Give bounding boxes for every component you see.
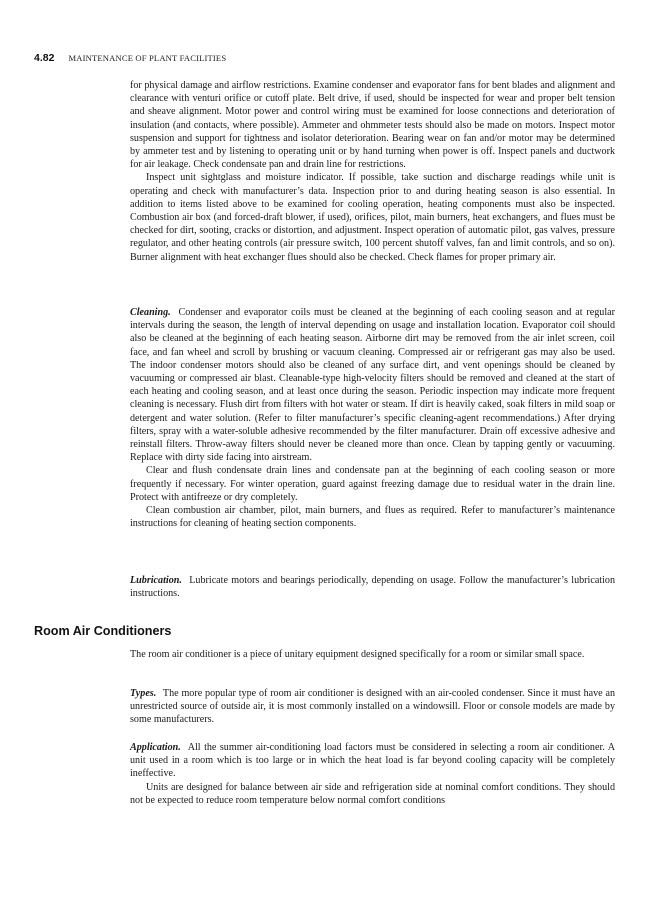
- cleaning-paragraph-3: Clean combustion air chamber, pilot, main burners, and flues as required. Refer to manufacturer’s maintenance instructions for cleaning of heating section components.: [130, 505, 615, 530]
- application-run-in-heading: Application.: [130, 742, 181, 753]
- room-intro-paragraph: The room air conditioner is a piece of unitary equipment designed specifically for a room or similar small space.: [130, 649, 585, 660]
- cleaning-run-in-heading: Cleaning.: [130, 307, 171, 318]
- running-title: MAINTENANCE OF PLANT FACILITIES: [68, 53, 227, 63]
- inspection-paragraph-2: Inspect unit sightglass and moisture indicator. If possible, take suction and discharge readings while unit is operating and check with manufacturer’s data. Inspection prior to and during heating season is also essential. In addition to items listed above to be examined for cooling operation, heating components must also be inspected. Combustion air box (and forced-draft blower, if used), orifices, pilot, main burners, heat exchangers, and flues must be checked for dirt, sooting, cracks or distortion, and adjustment. Inspect operation of automatic pilot, gas valves, pressure regulator, and other heating controls (air pressure switch, 100 percent shutoff valves, fan and limit controls, and so on). Burner alignment with heat exchanger flues should also be checked. Check flames for proper primary air.: [130, 172, 615, 263]
- types-paragraph: [130, 687, 615, 727]
- application-text-block: [130, 741, 615, 807]
- section-heading-room-air-conditioners: Room Air Conditioners: [34, 624, 172, 638]
- running-head: [34, 48, 226, 62]
- lubrication-paragraph-text: Lubricate motors and bearings periodically, depending on usage. Follow the manufacturer’s lubrication instructions.: [130, 575, 615, 600]
- cleaning-paragraph-1-text: Condenser and evaporator coils must be cleaned at the beginning of each cooling season and at regular intervals during the season, the length of interval depending on usage and installation location. Evaporator coil should also be cleaned at the beginning of each heating season. Airborne dirt may be removed from the air inlet screen, coil face, and fan wheel and scroll by brushing or vacuum cleaning. Compressed air or refrigerant gas may also be used. The indoor condenser motors should also be cleaned of any surface dirt, and vent openings should be cleaned by vacuuming or compressed air blast. Cleanable-type high-velocity filters should be removed and cleaned at the start of each heating and cooling season, and at least once during the season. Periodic inspection may indicate more frequent cleaning is necessary. Flush dirt from filters with hot water or steam. If dirt is heavily caked, soak filters in mild soap or detergent and water solution. (Refer to filter manufacturer’s specific cleaning-agent recommendations.) After drying filters, spray with a water-soluble adhesive recommended by the filter manufacturer. Drain off excessive adhesive and reinstall filters. Throw-away filters should never be cleaned more than once. Clean by tapping gently or vacuuming. Replace with dirty side facing into airstream.: [130, 307, 615, 464]
- page-number: 4.82: [34, 52, 55, 64]
- cleaning-text-block: [130, 306, 615, 530]
- cleaning-paragraph-1: [130, 306, 615, 464]
- lubrication-run-in-heading: Lubrication.: [130, 575, 182, 586]
- room-intro-text-block: [130, 648, 615, 661]
- application-paragraph-1: [130, 741, 615, 781]
- application-paragraph-2: Units are designed for balance between air side and refrigeration side at nominal comfort conditions. They should not be expected to reduce room temperature below normal comfort conditions: [130, 781, 615, 806]
- types-run-in-heading: Types.: [130, 688, 157, 699]
- lubrication-paragraph: [130, 574, 615, 600]
- inspection-text-block: [130, 79, 615, 264]
- inspection-paragraph-1: for physical damage and airflow restrictions. Examine condenser and evaporator fans for bent blades and alignment and clearance with venturi orifice or cutoff plate. Belt drive, if used, should be inspected for wear and proper belt tension and sheave alignment. Motor power and control wiring must be examined for loose connections and deterioration of insulation (and contacts, where possible). Ammeter and ohmmeter tests should also be made on motors. Inspect motor suspension and support for tightness and isolator deterioration. Bearing wear on fan and/or motor may be determined by ammeter test and by listening to operating unit or by hand turning when power is off. Inspect panels and ductwork for air leakage. Check condensate pan and drain line for restrictions.: [130, 80, 615, 171]
- types-text-block: [130, 687, 615, 727]
- types-paragraph-text: The more popular type of room air conditioner is designed with an air-cooled condenser. Since it must have an unrestricted source of outside air, it is most commonly installed on a windowsill. Floor or console models are made by some manufacturers.: [130, 688, 615, 726]
- application-paragraph-1-text: All the summer air-conditioning load factors must be considered in selecting a room air conditioner. A unit used in a room which is too large or in which the heat load is far beyond cooling capacity will be completely ineffective.: [130, 742, 615, 780]
- lubrication-text-block: [130, 574, 615, 600]
- cleaning-paragraph-2: Clear and flush condensate drain lines and condensate pan at the beginning of each cooling season or more frequently if necessary. For winter operation, guard against freezing damage due to residual water in the drain line. Protect with antifreeze or dry completely.: [130, 465, 615, 503]
